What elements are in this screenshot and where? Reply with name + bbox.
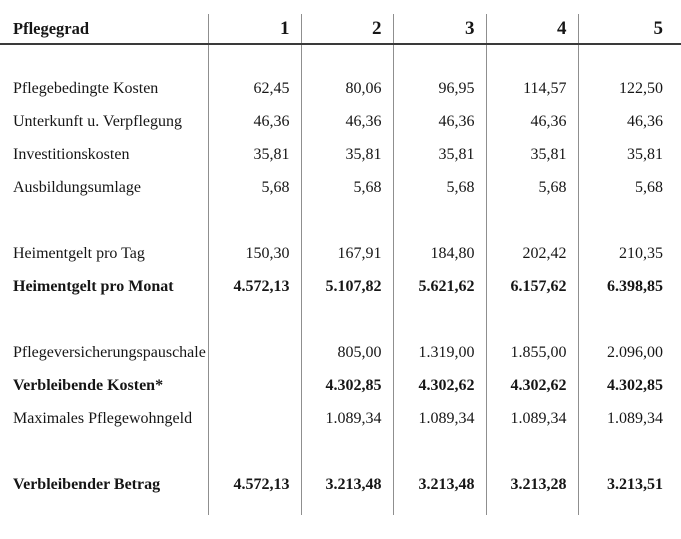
row-pflegebedingte-kosten bbox=[0, 72, 681, 105]
cell-value bbox=[208, 402, 301, 435]
cell-value: 150,30 bbox=[208, 237, 301, 270]
row-verbleibender-betrag bbox=[0, 468, 681, 501]
cell-value: 202,42 bbox=[486, 237, 578, 270]
cell-value: 46,36 bbox=[301, 105, 393, 138]
cell-value: 210,35 bbox=[578, 237, 681, 270]
row-label: Unterkunft u. Verpflegung bbox=[13, 112, 182, 130]
cell-value: 5,68 bbox=[301, 171, 393, 204]
spacer-row bbox=[0, 204, 681, 237]
cell-value: 1.089,34 bbox=[578, 402, 681, 435]
pflegegrad-cost-table bbox=[0, 14, 681, 515]
cell-value: 3.213,28 bbox=[486, 468, 578, 501]
row-label: Pflegebedingte Kosten bbox=[13, 79, 159, 97]
cell-value: 805,00 bbox=[301, 336, 393, 369]
cell-value: 5,68 bbox=[208, 171, 301, 204]
cell-value: 5,68 bbox=[393, 171, 486, 204]
cell-value: 5.621,62 bbox=[393, 270, 486, 303]
spacer-row bbox=[0, 501, 681, 515]
cell-value: 1.855,00 bbox=[486, 336, 578, 369]
cell-value: 122,50 bbox=[578, 72, 681, 105]
cell-value: 46,36 bbox=[208, 105, 301, 138]
table-header-label: Pflegegrad bbox=[0, 14, 208, 44]
cell-value: 35,81 bbox=[393, 138, 486, 171]
row-label: Investitionskosten bbox=[13, 145, 130, 163]
cell-value: 1.089,34 bbox=[486, 402, 578, 435]
row-pflegeversicherungspauschale bbox=[0, 336, 681, 369]
cell-value: 6.398,85 bbox=[578, 270, 681, 303]
table-header-col-2: 2 bbox=[301, 14, 393, 44]
cell-value: 5,68 bbox=[486, 171, 578, 204]
row-maximales-pflegewohngeld bbox=[0, 402, 681, 435]
row-label: Ausbildungsumlage bbox=[13, 178, 141, 196]
cell-value: 4.302,62 bbox=[393, 369, 486, 402]
cell-value: 46,36 bbox=[393, 105, 486, 138]
cell-value: 46,36 bbox=[578, 105, 681, 138]
cell-value: 114,57 bbox=[486, 72, 578, 105]
cell-value: 1.089,34 bbox=[301, 402, 393, 435]
cell-value: 4.302,62 bbox=[486, 369, 578, 402]
row-label: Pflegeversicherungspauschale bbox=[13, 343, 206, 361]
table-header-col-5: 5 bbox=[578, 14, 681, 44]
row-heimentgelt-pro-monat bbox=[0, 270, 681, 303]
row-ausbildungsumlage bbox=[0, 171, 681, 204]
cell-value: 4.302,85 bbox=[578, 369, 681, 402]
row-unterkunft-verpflegung bbox=[0, 105, 681, 138]
table-header-col-4: 4 bbox=[486, 14, 578, 44]
cell-value: 3.213,48 bbox=[301, 468, 393, 501]
row-label: Heimentgelt pro Tag bbox=[13, 244, 145, 262]
cell-value: 80,06 bbox=[301, 72, 393, 105]
table-header-col-3: 3 bbox=[393, 14, 486, 44]
row-label: Maximales Pflegewohngeld bbox=[13, 409, 193, 427]
row-verbleibende-kosten bbox=[0, 369, 681, 402]
cell-value: 1.089,34 bbox=[393, 402, 486, 435]
cell-value: 5.107,82 bbox=[301, 270, 393, 303]
cell-value: 6.157,62 bbox=[486, 270, 578, 303]
spacer-row bbox=[0, 435, 681, 468]
cell-value: 3.213,51 bbox=[578, 468, 681, 501]
care-cost-table-container bbox=[0, 14, 681, 515]
cell-value: 4.572,13 bbox=[208, 270, 301, 303]
table-header-col-1: 1 bbox=[208, 14, 301, 44]
cell-value: 2.096,00 bbox=[578, 336, 681, 369]
cell-value: 3.213,48 bbox=[393, 468, 486, 501]
cell-value: 35,81 bbox=[208, 138, 301, 171]
cell-value bbox=[208, 369, 301, 402]
row-heimentgelt-pro-tag bbox=[0, 237, 681, 270]
table-header-row bbox=[0, 14, 681, 44]
cell-value: 62,45 bbox=[208, 72, 301, 105]
cell-value: 35,81 bbox=[578, 138, 681, 171]
cell-value: 35,81 bbox=[301, 138, 393, 171]
cell-value bbox=[208, 336, 301, 369]
spacer-row bbox=[0, 303, 681, 336]
cell-value: 1.319,00 bbox=[393, 336, 486, 369]
row-label: Heimentgelt pro Monat bbox=[13, 277, 174, 295]
row-label: Verbleibende Kosten* bbox=[13, 376, 164, 394]
cell-value: 167,91 bbox=[301, 237, 393, 270]
row-investitionskosten bbox=[0, 138, 681, 171]
spacer-row bbox=[0, 44, 681, 72]
cell-value: 35,81 bbox=[486, 138, 578, 171]
cell-value: 4.572,13 bbox=[208, 468, 301, 501]
row-label: Verbleibender Betrag bbox=[13, 475, 161, 493]
cell-value: 5,68 bbox=[578, 171, 681, 204]
cell-value: 96,95 bbox=[393, 72, 486, 105]
cell-value: 184,80 bbox=[393, 237, 486, 270]
cell-value: 4.302,85 bbox=[301, 369, 393, 402]
cell-value: 46,36 bbox=[486, 105, 578, 138]
